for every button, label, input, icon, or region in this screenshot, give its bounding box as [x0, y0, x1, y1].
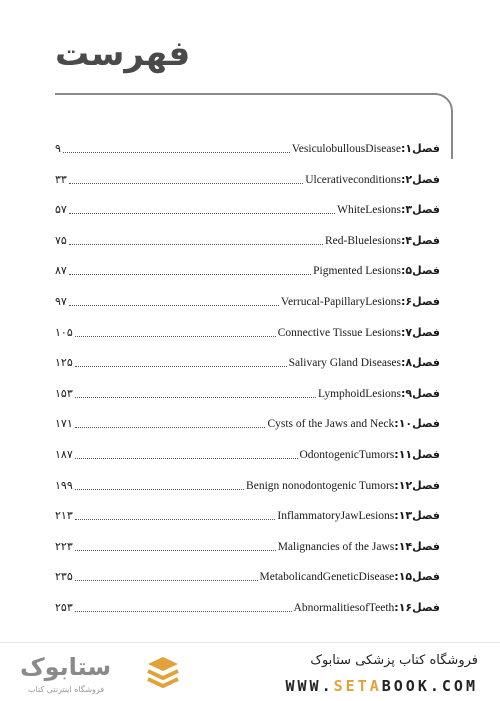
toc-entry	[55, 507, 440, 523]
toc-leader-dots	[69, 305, 279, 306]
toc-chapter-label: فصل۵:	[401, 264, 440, 278]
toc-leader-dots	[75, 397, 316, 398]
toc-chapter-title: InflammatoryJawLesions	[277, 510, 395, 523]
toc-page-number: ۱۲۵	[55, 356, 73, 370]
toc-entry	[55, 446, 440, 462]
toc-chapter-title: VesiculobullousDisease	[291, 143, 401, 155]
toc-leader-dots	[69, 213, 335, 214]
toc-chapter-label: فصل۱۰:	[394, 417, 440, 431]
toc-leader-dots	[75, 519, 276, 520]
toc-page-number: ۱۵۳	[55, 386, 73, 400]
toc-leader-dots	[75, 458, 298, 459]
toc-entry	[55, 201, 440, 217]
toc-chapter-label: فصل۷:	[401, 325, 440, 339]
toc-page-number: ۲۱۳	[55, 509, 73, 523]
toc-page-number: ۸۷	[55, 264, 67, 278]
toc-leader-dots	[75, 366, 287, 367]
toc-chapter-label: فصل۱۲:	[394, 478, 440, 492]
toc-page-number: ۳۳	[55, 172, 67, 186]
toc-chapter-title: LymphoidLesions	[317, 387, 401, 400]
toc-entry	[55, 415, 440, 431]
toc-leader-dots	[75, 580, 258, 581]
toc-chapter-title: Connective Tissue Lesions	[277, 326, 401, 339]
toc-entry	[55, 599, 440, 615]
footer-banner	[0, 642, 500, 701]
toc-page-number: ۹	[55, 142, 61, 155]
toc-chapter-label: فصل۶:	[401, 295, 440, 308]
toc-chapter-label: فصل۴:	[401, 233, 440, 247]
toc-entry	[55, 293, 440, 309]
toc-leader-dots	[75, 550, 276, 551]
toc-entry	[55, 538, 440, 554]
toc-chapter-title: Malignancies of the Jaws	[277, 540, 395, 553]
toc-entry	[55, 140, 440, 156]
toc-leader-dots	[75, 611, 292, 612]
toc-chapter-title: MetabolicandGeneticDisease	[259, 571, 395, 584]
toc-chapter-title: OdontogenicTumors	[299, 449, 395, 461]
book-stack-icon	[146, 655, 180, 689]
toc-page-number: ۵۷	[55, 203, 67, 217]
toc-chapter-label: فصل۱۳:	[394, 509, 440, 523]
toc-page-number: ۹۷	[55, 295, 67, 308]
toc-leader-dots	[69, 244, 323, 245]
toc-chapter-title: Ulcerativeconditions	[305, 173, 401, 186]
toc-entry	[55, 262, 440, 278]
toc-leader-dots	[75, 489, 244, 490]
toc-chapter-label: فصل۱:	[401, 142, 440, 155]
toc-leader-dots	[69, 183, 303, 184]
toc-chapter-title: Red-Bluelesions	[324, 234, 401, 247]
toc-page-number: ۲۳۵	[55, 570, 73, 584]
toc-page-number: ۱۰۵	[55, 325, 73, 339]
toc-chapter-label: فصل۳:	[401, 203, 440, 217]
toc-chapter-label: فصل۱۶:	[394, 601, 440, 614]
toc-page-number: ۱۷۱	[55, 417, 73, 431]
toc-chapter-title: WhiteLesions	[337, 204, 401, 217]
toc-chapter-title: Cysts of the Jaws and Neck	[267, 418, 395, 431]
toc-leader-dots	[63, 152, 290, 153]
url-suffix: BOOK.COM	[381, 677, 478, 695]
toc-entry	[55, 385, 440, 401]
toc-entry	[55, 354, 440, 370]
title-divider	[55, 93, 437, 95]
store-url[interactable]	[286, 677, 479, 695]
toc-leader-dots	[75, 336, 276, 337]
toc-page-number: ۷۵	[55, 233, 67, 247]
toc-page-number: ۲۵۳	[55, 601, 73, 614]
store-logo[interactable]: ستابوک	[20, 653, 112, 681]
store-name: فروشگاه کتاب پزشکی ستابوک	[310, 653, 478, 668]
toc-chapter-label: فصل۱۴:	[394, 539, 440, 553]
url-accent: SETA	[333, 677, 382, 695]
toc-leader-dots	[69, 274, 311, 275]
toc-entry	[55, 232, 440, 248]
toc-entry	[55, 568, 440, 584]
toc-entry	[55, 477, 440, 493]
toc-chapter-label: فصل۱۱:	[394, 448, 440, 461]
toc-chapter-label: فصل۸:	[401, 356, 440, 370]
toc-page-number: ۱۸۷	[55, 448, 73, 461]
toc-chapter-title: Salivary Gland Diseases	[288, 357, 401, 370]
toc-chapter-title: AbnormalitiesofTeeth	[293, 602, 395, 614]
toc-chapter-label: فصل۲:	[401, 172, 440, 186]
toc-chapter-label: فصل۹:	[401, 386, 440, 400]
page-title: فهرست	[55, 34, 191, 74]
toc-chapter-title: Verrucal-PapillaryLesions	[280, 296, 401, 308]
toc-chapter-title: Pigmented Lesions	[313, 265, 401, 278]
toc-chapter-label: فصل۱۵:	[394, 570, 440, 584]
toc-leader-dots	[75, 427, 266, 428]
toc-entry	[55, 324, 440, 340]
toc-page-number: ۲۲۳	[55, 539, 73, 553]
toc-page-number: ۱۹۹	[55, 478, 73, 492]
store-logo-tagline: فروشگاه اینترنتی کتاب	[28, 685, 105, 694]
toc-chapter-title: Benign nonodontogenic Tumors	[246, 479, 395, 492]
url-prefix: WWW.	[285, 677, 334, 695]
toc-entry	[55, 171, 440, 187]
